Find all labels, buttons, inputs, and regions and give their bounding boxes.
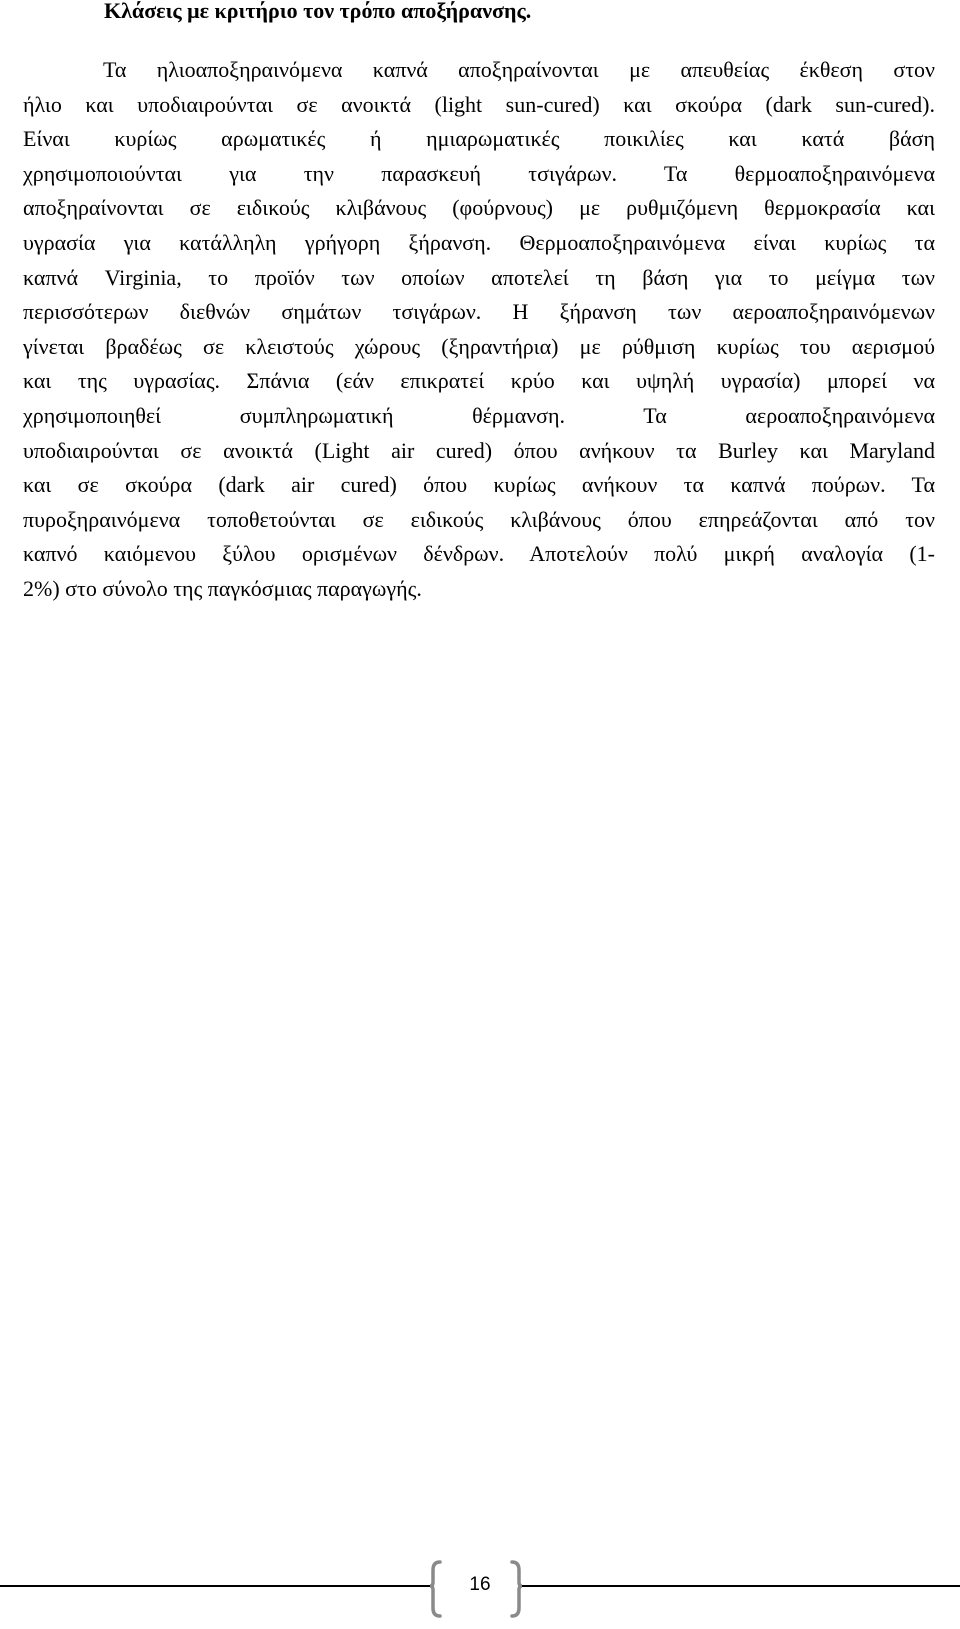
paragraph-line: υγρασία για κατάλληλη γρήγορη ξήρανση. Θερμοαποξηραινόμενα είναι κυρίως τα xyxy=(23,229,935,255)
paragraph-line: Τα ηλιοαποξηραινόμενα καπνά αποξηραίνονται με απευθείας έκθεση στον xyxy=(103,57,935,82)
paragraph-line: 2%) στο σύνολο της παγκόσμιας παραγωγής. xyxy=(23,575,422,601)
paragraph-line: ήλιο και υποδιαιρούνται σε ανοικτά (light sun-cured) και σκούρα (dark sun-cured). xyxy=(23,91,935,117)
paragraph-line: γίνεται βραδέως σε κλειστούς χώρους (ξηραντήρια) με ρύθμιση κυρίως του αερισμού xyxy=(23,333,935,359)
paragraph-line: χρησιμοποιούνται για την παρασκευή τσιγάρων. Τα θερμοαποξηραινόμενα xyxy=(23,160,935,186)
paragraph-line: πυροξηραινόμενα τοποθετούνται σε ειδικούς κλιβάνους όπου επηρεάζονται από τον xyxy=(23,506,935,532)
paragraph-line: αποξηραίνονται σε ειδικούς κλιβάνους (φούρνους) με ρυθμιζόμενη θερμοκρασία και xyxy=(23,195,935,221)
paragraph-line: και της υγρασίας. Σπάνια (εάν επικρατεί κρύο και υψηλή υγρασία) μπορεί να xyxy=(23,368,935,394)
footer-rule-left xyxy=(0,1585,434,1587)
paragraph-line: υποδιαιρούνται σε ανοικτά (Light air cured) όπου ανήκουν τα Burley και Maryland xyxy=(23,437,935,463)
body-paragraph xyxy=(23,53,935,607)
footer-rule-right xyxy=(522,1585,960,1587)
paragraph-line: περισσότερων διεθνών σημάτων τσιγάρων. Η ξήρανση των αεροαποξηραινόμενων xyxy=(23,299,935,325)
page-footer xyxy=(0,1560,960,1620)
paragraph-line: καπνά Virginia, το προϊόν των οποίων αποτελεί τη βάση για το μείγμα των xyxy=(23,264,935,290)
paragraph-line: Είναι κυρίως αρωματικές ή ημιαρωματικές ποικιλίες και κατά βάση xyxy=(23,126,935,152)
page-number: 16 xyxy=(469,1574,491,1595)
paragraph-line: χρησιμοποιηθεί συμπληρωματική θέρμανση. Τα αεροαποξηραινόμενα xyxy=(23,402,935,428)
paragraph-line: καπνό καιόμενου ξύλου ορισμένων δένδρων. Αποτελούν πολύ μικρή αναλογία (1- xyxy=(23,541,935,567)
section-heading: Κλάσεις με κριτήριο τον τρόπο αποξήρανσης. xyxy=(104,0,532,23)
paragraph-line: και σε σκούρα (dark air cured) όπου κυρίως ανήκουν τα καπνά πούρων. Τα xyxy=(23,472,935,498)
